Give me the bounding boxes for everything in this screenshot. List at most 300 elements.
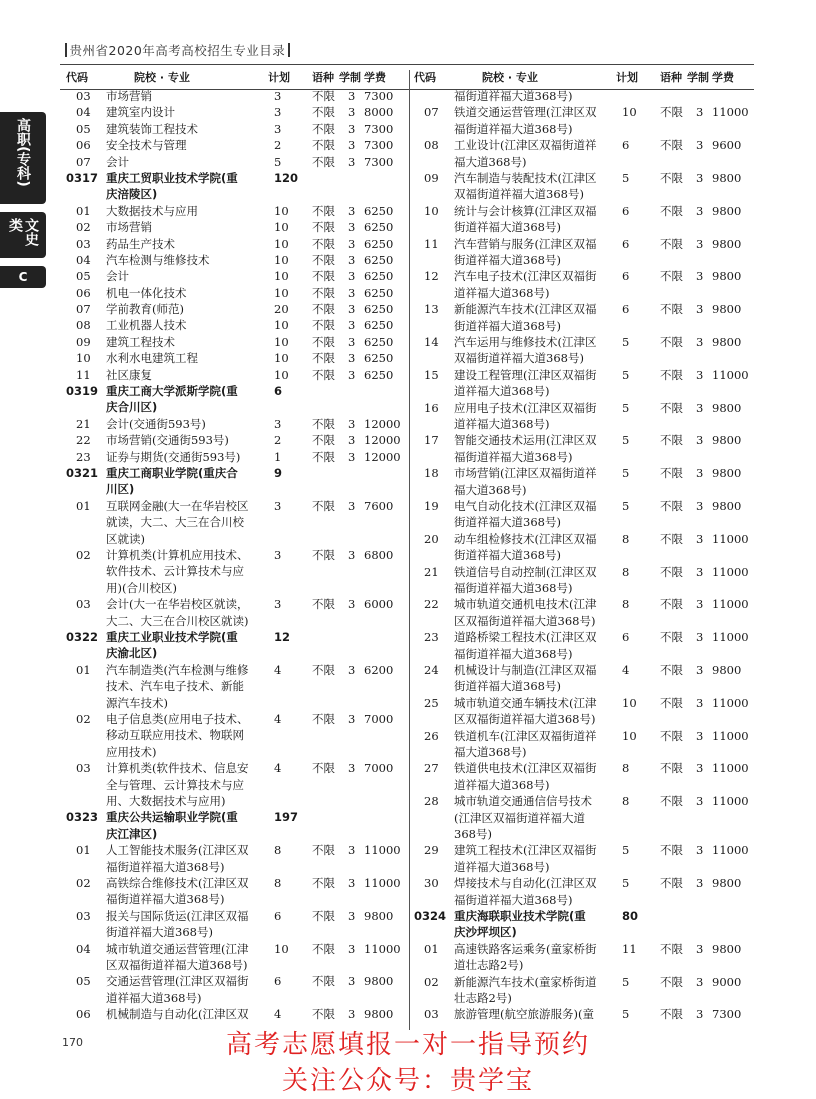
row-name: 重庆工商大学派斯学院(重 庆合川区) xyxy=(106,384,238,415)
row-fee: 11000 xyxy=(712,695,749,710)
table-row xyxy=(66,875,406,908)
row-len: 3 xyxy=(696,662,704,677)
row-name: 重庆工业职业技术学院(重 庆渝北区) xyxy=(106,629,238,661)
row-fee: 12000 xyxy=(364,433,401,448)
row-code: 04 xyxy=(76,105,91,120)
row-len: 3 xyxy=(348,761,356,776)
row-fee: 9800 xyxy=(712,334,742,349)
row-lang: 不限 xyxy=(660,941,683,956)
row-len: 3 xyxy=(348,597,356,612)
row-len: 3 xyxy=(696,138,704,153)
side-tab-vocational xyxy=(0,112,46,204)
row-lang: 不限 xyxy=(660,843,683,858)
row-fee: 6250 xyxy=(364,252,394,267)
row-code: 26 xyxy=(424,728,439,743)
header-name: 院校 · 专业 xyxy=(482,71,538,84)
row-lang: 不限 xyxy=(660,695,683,710)
row-name: 会计(交通街593号) xyxy=(106,416,206,431)
row-name: 新能源汽车技术(江津区双福 街道祥福大道368号) xyxy=(454,302,597,333)
row-lang: 不限 xyxy=(312,711,335,726)
row-lang: 不限 xyxy=(312,236,335,251)
row-code: 24 xyxy=(424,662,439,677)
row-code: 12 xyxy=(424,269,439,284)
row-len: 3 xyxy=(696,400,704,415)
table-row xyxy=(414,236,754,269)
row-fee: 6250 xyxy=(364,351,394,366)
row-lang: 不限 xyxy=(312,121,335,136)
row-code: 02 xyxy=(76,548,91,562)
row-fee: 9800 xyxy=(712,269,742,284)
row-plan: 4 xyxy=(274,711,282,726)
table-row xyxy=(66,137,406,153)
row-fee: 11000 xyxy=(712,728,749,743)
row-code: 06 xyxy=(76,1007,91,1022)
row-plan: 3 xyxy=(274,416,282,431)
row-name: 计算机类(软件技术、信息安 全与管理、云计算技术与应 用、大数据技术与应用) xyxy=(106,761,249,808)
table-row xyxy=(414,564,754,597)
row-fee: 6250 xyxy=(364,367,394,382)
row-len: 3 xyxy=(348,105,356,120)
row-lang: 不限 xyxy=(312,761,335,776)
school-row xyxy=(66,465,406,498)
row-name: 城市轨道交通通信信号技术 (江津区双福街道祥福大道 368号) xyxy=(454,794,592,841)
row-name: 汽车制造与装配技术(江津区 双福街道祥福大道368号) xyxy=(454,170,597,202)
row-len: 3 xyxy=(696,170,704,185)
row-len: 3 xyxy=(696,876,704,891)
table-row xyxy=(66,449,406,465)
row-lang: 不限 xyxy=(312,154,335,169)
row-name: 建筑室内设计 xyxy=(106,105,175,120)
row-code: 0317 xyxy=(66,170,99,185)
row-code: 18 xyxy=(424,466,439,481)
row-code: 04 xyxy=(76,941,91,956)
row-fee: 9800 xyxy=(364,974,394,989)
row-len: 3 xyxy=(696,498,704,513)
table-row xyxy=(66,268,406,284)
row-fee: 9800 xyxy=(364,908,394,923)
row-fee: 6000 xyxy=(364,597,394,612)
row-code: 02 xyxy=(76,220,91,235)
row-lang: 不限 xyxy=(660,433,683,448)
row-lang: 不限 xyxy=(312,203,335,218)
table-row xyxy=(66,973,406,1006)
table-row xyxy=(66,1006,406,1022)
row-plan: 10 xyxy=(274,203,289,218)
row-len: 3 xyxy=(348,941,356,956)
row-name: 焊接技术与自动化(江津区双 福街道祥福大道368号) xyxy=(454,876,597,907)
row-code: 23 xyxy=(76,449,91,464)
page-number: 170 xyxy=(62,1036,83,1049)
row-code: 25 xyxy=(424,695,439,710)
row-code: 02 xyxy=(76,711,91,726)
left-table-body xyxy=(66,88,406,1023)
row-name: 福街道祥福大道368号) xyxy=(454,89,573,103)
row-fee: 11000 xyxy=(712,630,749,645)
row-plan: 6 xyxy=(622,269,630,284)
row-lang: 不限 xyxy=(660,236,683,251)
row-fee: 12000 xyxy=(364,416,401,431)
row-name: 高速铁路客运乘务(童家桥街 道壮志路2号) xyxy=(454,941,597,973)
row-name: 汽车检测与维修技术 xyxy=(106,252,210,267)
row-lang: 不限 xyxy=(312,941,335,956)
row-fee: 9800 xyxy=(712,203,742,218)
row-lang: 不限 xyxy=(312,302,335,317)
row-name: 汽车运用与维修技术(江津区 双福街道祥福大道368号) xyxy=(454,334,597,366)
row-name: 旅游管理(航空旅游服务)(童 xyxy=(454,1007,594,1022)
row-len: 3 xyxy=(696,269,704,284)
row-name: 工业设计(江津区双福街道祥 福大道368号) xyxy=(454,138,597,169)
row-len: 3 xyxy=(348,433,356,448)
right-table-body xyxy=(414,88,754,1023)
row-code: 01 xyxy=(424,941,439,956)
row-code: 10 xyxy=(76,351,91,366)
row-plan: 10 xyxy=(274,351,289,366)
row-code: 21 xyxy=(76,416,91,431)
row-name: 建筑工程技术 xyxy=(106,334,175,349)
row-len: 3 xyxy=(348,220,356,235)
row-name: 大数据技术与应用 xyxy=(106,203,198,218)
header-title: 贵州省2020年高考高校招生专业目录 xyxy=(69,43,286,58)
row-name: 汽车营销与服务(江津区双福 街道祥福大道368号) xyxy=(454,236,597,267)
row-code: 04 xyxy=(76,252,91,267)
row-lang: 不限 xyxy=(312,875,335,890)
row-code: 0319 xyxy=(66,384,99,399)
table-row xyxy=(66,498,406,547)
row-len: 3 xyxy=(348,252,356,267)
row-len: 3 xyxy=(348,449,356,464)
table-row xyxy=(66,596,406,629)
row-name: 电子信息类(应用电子技术、 移动互联应用技术、物联网 应用技术) xyxy=(106,711,249,759)
row-fee: 7600 xyxy=(364,498,394,513)
row-code: 02 xyxy=(76,875,91,890)
row-plan: 20 xyxy=(274,302,289,317)
row-lang: 不限 xyxy=(660,400,683,415)
row-name: 道路桥梁工程技术(江津区双 福街道祥福大道368号) xyxy=(454,630,597,661)
row-plan: 5 xyxy=(622,498,630,513)
row-name: 建设工程管理(江津区双福街 道祥福大道368号) xyxy=(454,367,597,399)
row-name: 重庆公共运输职业学院(重 庆江津区) xyxy=(106,810,238,841)
header-plan: 计划 xyxy=(268,71,290,84)
row-name: 机械制造与自动化(江津区双 xyxy=(106,1007,249,1022)
header-code: 代码 xyxy=(414,71,436,84)
row-name: 汽车电子技术(江津区双福街 道祥福大道368号) xyxy=(454,269,597,300)
row-code: 11 xyxy=(76,367,91,382)
school-row xyxy=(66,170,406,203)
table-row xyxy=(66,252,406,268)
table-row xyxy=(66,432,406,448)
row-name: 学前教育(师范) xyxy=(106,302,184,317)
school-row xyxy=(414,908,754,941)
row-code: 10 xyxy=(424,203,439,218)
row-plan: 5 xyxy=(622,170,630,185)
row-code: 28 xyxy=(424,794,439,809)
row-code: 20 xyxy=(424,531,439,546)
row-code: 07 xyxy=(76,302,91,317)
row-lang: 不限 xyxy=(660,630,683,645)
row-lang: 不限 xyxy=(660,728,683,743)
row-code: 0324 xyxy=(414,908,447,923)
row-len: 3 xyxy=(696,843,704,858)
row-fee: 6250 xyxy=(364,285,394,300)
row-lang: 不限 xyxy=(312,252,335,267)
table-row xyxy=(66,416,406,432)
row-len: 3 xyxy=(696,531,704,546)
row-name: 机电一体化技术 xyxy=(106,285,187,300)
row-len: 3 xyxy=(696,466,704,481)
row-len: 3 xyxy=(348,269,356,284)
row-fee: 11000 xyxy=(712,843,749,858)
row-code: 16 xyxy=(424,400,439,415)
row-len: 3 xyxy=(348,875,356,890)
row-fee: 7300 xyxy=(364,154,394,169)
table-row xyxy=(414,662,754,695)
row-name: 重庆工商职业学院(重庆合 川区) xyxy=(106,466,238,497)
table-row xyxy=(414,629,754,662)
table-row xyxy=(66,88,406,104)
row-fee: 6250 xyxy=(364,220,394,235)
row-name: 药品生产技术 xyxy=(106,236,175,251)
row-fee: 11000 xyxy=(364,941,401,956)
row-plan: 5 xyxy=(622,433,630,448)
row-plan: 3 xyxy=(274,89,282,103)
row-plan: 5 xyxy=(622,466,630,481)
table-row xyxy=(414,760,754,793)
row-lang: 不限 xyxy=(660,466,683,481)
row-plan: 5 xyxy=(622,367,630,382)
side-tab-label: C xyxy=(18,270,28,284)
table-row xyxy=(414,842,754,875)
row-name: 智能交通技术运用(江津区双 福街道祥福大道368号) xyxy=(454,433,597,464)
row-plan: 8 xyxy=(274,843,282,858)
row-lang: 不限 xyxy=(312,334,335,349)
row-plan: 8 xyxy=(622,761,630,776)
table-row xyxy=(66,367,406,383)
row-fee: 7300 xyxy=(712,1007,742,1022)
row-lang: 不限 xyxy=(312,908,335,923)
row-fee: 9800 xyxy=(712,662,742,677)
school-row xyxy=(66,809,406,842)
table-row xyxy=(414,728,754,761)
row-code: 01 xyxy=(76,662,91,677)
row-plan: 6 xyxy=(274,974,282,989)
row-plan: 3 xyxy=(274,548,282,562)
row-len: 3 xyxy=(348,351,356,366)
table-row xyxy=(414,465,754,498)
row-code: 22 xyxy=(76,433,91,448)
row-fee: 9800 xyxy=(712,170,742,185)
row-plan: 10 xyxy=(274,334,289,349)
row-plan: 4 xyxy=(274,761,282,776)
row-plan: 10 xyxy=(274,367,289,382)
row-code: 13 xyxy=(424,302,439,317)
row-code: 03 xyxy=(424,1007,439,1022)
row-fee: 8000 xyxy=(364,105,394,120)
row-plan: 5 xyxy=(622,1007,630,1022)
table-row xyxy=(414,974,754,1007)
row-len: 3 xyxy=(696,203,704,218)
row-plan: 6 xyxy=(622,302,630,317)
row-plan: 10 xyxy=(274,252,289,267)
table-row xyxy=(414,170,754,203)
row-len: 3 xyxy=(348,121,356,136)
row-code: 0321 xyxy=(66,466,99,481)
row-len: 3 xyxy=(696,974,704,989)
row-name: 安全技术与管理 xyxy=(106,138,187,153)
table-row xyxy=(66,760,406,809)
row-name: 工业机器人技术 xyxy=(106,318,187,333)
row-name: 市场营销 xyxy=(106,89,152,103)
table-row xyxy=(66,203,406,219)
row-name: 统计与会计核算(江津区双福 街道祥福大道368号) xyxy=(454,203,597,235)
table-row xyxy=(66,941,406,974)
row-plan: 8 xyxy=(274,875,282,890)
row-lang: 不限 xyxy=(660,531,683,546)
row-plan: 2 xyxy=(274,138,282,153)
row-code: 06 xyxy=(76,285,91,300)
row-name: 应用电子技术(江津区双福街 道祥福大道368号) xyxy=(454,400,597,431)
table-row xyxy=(414,334,754,367)
header-plan: 计划 xyxy=(616,71,638,84)
row-lang: 不限 xyxy=(312,269,335,284)
row-len: 3 xyxy=(348,498,356,513)
row-lang: 不限 xyxy=(312,89,335,103)
row-plan: 3 xyxy=(274,597,282,612)
table-row xyxy=(66,104,406,120)
row-lang: 不限 xyxy=(660,876,683,891)
row-name: 会计(大一在华岩校区就读， 大二、大三在合川校区就读) xyxy=(106,597,249,628)
row-name: 建筑工程技术(江津区双福街 道祥福大道368号) xyxy=(454,843,597,874)
row-name: 重庆海联职业技术学院(重 庆沙坪坝区) xyxy=(454,908,586,940)
row-code: 15 xyxy=(424,367,439,382)
row-len: 3 xyxy=(348,203,356,218)
row-fee: 6250 xyxy=(364,318,394,333)
row-name: 市场营销(交通街593号) xyxy=(106,433,229,448)
side-tab-label: 高职(专科) xyxy=(15,118,31,187)
row-len: 3 xyxy=(348,302,356,317)
row-name: 高铁综合维修技术(江津区双 福街道祥福大道368号) xyxy=(106,875,249,907)
row-plan: 8 xyxy=(622,531,630,546)
row-len: 3 xyxy=(348,236,356,251)
row-name: 交通运营管理(江津区双福街 道祥福大道368号) xyxy=(106,974,249,1005)
table-row xyxy=(414,400,754,433)
row-fee: 9000 xyxy=(712,974,742,989)
side-tab-liberal-arts xyxy=(0,212,46,258)
row-fee: 7300 xyxy=(364,121,394,136)
row-name: 铁道供电技术(江津区双福街 道祥福大道368号) xyxy=(454,761,597,792)
row-lang: 不限 xyxy=(660,334,683,349)
row-len: 3 xyxy=(696,105,704,120)
table-row xyxy=(414,695,754,728)
row-lang: 不限 xyxy=(312,548,335,562)
row-fee: 9800 xyxy=(712,941,742,956)
row-fee: 6800 xyxy=(364,548,394,562)
row-lang: 不限 xyxy=(660,974,683,989)
row-fee: 7300 xyxy=(364,138,394,153)
row-name: 铁道交通运营管理(江津区双 福街道祥福大道368号) xyxy=(454,105,597,136)
row-name: 城市轨道交通运营管理(江津 区双福街道祥福大道368号) xyxy=(106,941,249,972)
school-row xyxy=(66,629,406,662)
row-len: 3 xyxy=(696,794,704,809)
row-plan: 5 xyxy=(274,154,282,169)
row-len: 3 xyxy=(348,138,356,153)
row-fee: 11000 xyxy=(364,843,401,858)
row-fee: 11000 xyxy=(712,367,749,382)
table-row xyxy=(66,317,406,333)
row-len: 3 xyxy=(696,728,704,743)
row-name: 动车组检修技术(江津区双福 街道祥福大道368号) xyxy=(454,531,597,563)
row-name: 市场营销(江津区双福街道祥 福大道368号) xyxy=(454,466,597,497)
row-lang: 不限 xyxy=(660,367,683,382)
row-fee: 6250 xyxy=(364,236,394,251)
row-code: 07 xyxy=(76,154,91,169)
row-len: 3 xyxy=(696,302,704,317)
row-code: 30 xyxy=(424,876,439,891)
table-row xyxy=(414,941,754,974)
row-code: 05 xyxy=(76,121,91,136)
header-name: 院校 · 专业 xyxy=(134,71,190,84)
header-len: 学制 xyxy=(687,71,709,84)
row-lang: 不限 xyxy=(312,318,335,333)
header-lang: 语种 xyxy=(660,71,682,84)
row-fee: 9800 xyxy=(712,433,742,448)
row-code: 03 xyxy=(76,761,91,776)
row-plan: 10 xyxy=(274,941,289,956)
row-plan: 2 xyxy=(274,433,282,448)
header-bar-right xyxy=(288,43,290,57)
row-code: 22 xyxy=(424,597,439,612)
row-code: 08 xyxy=(76,318,91,333)
row-fee: 9800 xyxy=(364,1007,394,1022)
row-code: 19 xyxy=(424,498,439,513)
row-plan: 9 xyxy=(274,466,283,481)
row-name: 新能源汽车技术(童家桥街道 壮志路2号) xyxy=(454,974,597,1005)
row-code: 06 xyxy=(76,138,91,153)
left-column xyxy=(66,70,406,1023)
row-fee: 12000 xyxy=(364,449,401,464)
row-code: 0322 xyxy=(66,629,99,644)
row-fee: 11000 xyxy=(712,597,749,612)
table-row xyxy=(414,432,754,465)
row-lang: 不限 xyxy=(312,351,335,366)
row-code: 01 xyxy=(76,498,91,513)
row-fee: 11000 xyxy=(712,531,749,546)
row-plan: 5 xyxy=(622,334,630,349)
table-row xyxy=(414,104,754,137)
top-rule xyxy=(60,64,754,65)
side-tab-label: 文史类 xyxy=(7,218,39,246)
row-plan: 6 xyxy=(622,236,630,251)
row-len: 3 xyxy=(696,564,704,579)
row-plan: 3 xyxy=(274,105,282,120)
row-fee: 7300 xyxy=(364,89,394,103)
row-name: 重庆工贸职业技术学院(重 庆涪陵区) xyxy=(106,170,238,202)
table-row xyxy=(66,121,406,137)
row-fee: 9800 xyxy=(712,302,742,317)
row-len: 3 xyxy=(696,433,704,448)
row-name: 铁道信号自动控制(江津区双 福街道祥福大道368号) xyxy=(454,564,597,595)
row-fee: 6200 xyxy=(364,662,394,677)
row-code: 03 xyxy=(76,236,91,251)
row-len: 3 xyxy=(696,941,704,956)
row-lang: 不限 xyxy=(312,498,335,513)
table-row xyxy=(414,268,754,301)
row-code: 14 xyxy=(424,334,439,349)
row-len: 3 xyxy=(696,1007,704,1022)
table-row xyxy=(66,154,406,170)
row-name: 会计 xyxy=(106,269,129,284)
row-lang: 不限 xyxy=(312,367,335,382)
table-row xyxy=(414,498,754,531)
